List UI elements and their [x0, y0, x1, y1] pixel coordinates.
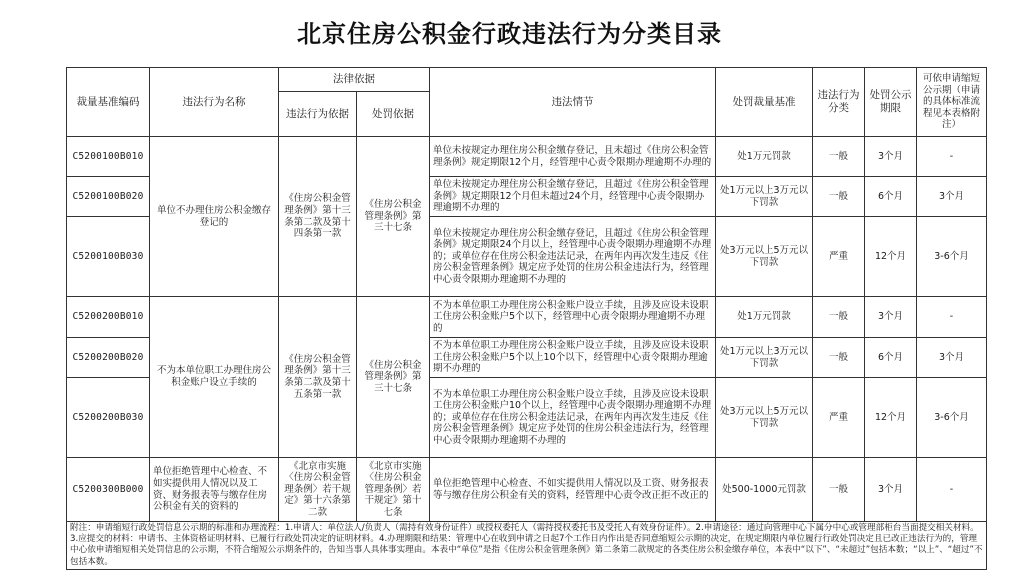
header-legal-basis: 法律依据	[279, 68, 430, 92]
shortened-cell: 3个月	[917, 338, 987, 378]
table-row	[67, 137, 987, 177]
period-cell: 12个月	[865, 378, 917, 458]
header-shortened-period: 可依申请缩短公示期（申请的具体标准流程见本表格附注）	[917, 68, 987, 137]
circumstances-cell: 单位拒绝管理中心检查、不如实提供用人情况以及工资、财务报表等与缴存住房公积金有关的资料，经管理中心责令改正拒不改正的	[430, 458, 716, 522]
act-basis-cell: 《住房公积金管理条例》第十三条第二款及第十四条第一款	[279, 137, 357, 297]
classification-cell: 一般	[813, 458, 865, 522]
shortened-cell: -	[917, 458, 987, 522]
penalty-cell: 处1万元以上3万元以下罚款	[716, 338, 813, 378]
circumstances-cell: 不为本单位职工办理住房公积金账户设立手续，且涉及应设未设职工住房公积金账户5个以下，经管理中心责令限期办理逾期不办理的	[430, 297, 716, 338]
penalty-basis-cell: 《住房公积金管理条例》第三十七条	[357, 137, 430, 297]
header-circumstances: 违法情节	[430, 68, 716, 137]
row-code: C5200200B010	[67, 297, 150, 338]
classification-cell: 一般	[813, 297, 865, 338]
header-code: 裁量基准编码	[67, 68, 150, 137]
classification-cell: 一般	[813, 137, 865, 177]
header-act-basis: 违法行为依据	[279, 92, 357, 137]
penalty-cell: 处1万元罚款	[716, 137, 813, 177]
period-cell: 3个月	[865, 458, 917, 522]
table-row	[67, 458, 987, 522]
penalty-basis-cell: 《住房公积金管理条例》第三十七条	[357, 297, 430, 458]
classification-cell: 一般	[813, 177, 865, 217]
row-code: C5200200B020	[67, 338, 150, 378]
act-basis-cell: 《住房公积金管理条例》第十三条第二款及第十五条第一款	[279, 297, 357, 458]
circumstances-cell: 单位未按规定办理住房公积金缴存登记，且超过《住房公积金管理条例》规定期限12个月但未超过24个月，经管理中心责令限期办理逾期不办理的	[430, 177, 716, 217]
penalty-cell: 处3万元以上5万元以下罚款	[716, 217, 813, 297]
act-name-cell: 单位不办理住房公积金缴存登记的	[150, 137, 279, 297]
act-basis-cell: 《北京市实施〈住房公积金管理条例〉若干规定》第十六条第二款	[279, 458, 357, 522]
penalty-cell: 处1万元罚款	[716, 297, 813, 338]
row-code: C5200100B030	[67, 217, 150, 297]
penalty-basis-cell: 《北京市实施〈住房公积金管理条例〉若干规定》第十七条	[357, 458, 430, 522]
row-code: C5200300B000	[67, 458, 150, 522]
header-classification: 违法行为分类	[813, 68, 865, 137]
period-cell: 3个月	[865, 297, 917, 338]
row-code: C5200100B020	[67, 177, 150, 217]
act-name-cell: 不为本单位职工办理住房公积金账户设立手续的	[150, 297, 279, 458]
footnote-row	[67, 522, 987, 570]
period-cell: 6个月	[865, 338, 917, 378]
row-code: C5200100B010	[67, 137, 150, 177]
page-title: 北京住房公积金行政违法行为分类目录	[297, 20, 722, 48]
period-cell: 3个月	[865, 137, 917, 177]
circumstances-cell: 单位未按规定办理住房公积金缴存登记，且未超过《住房公积金管理条例》规定期限12个月，经管理中心责令限期办理逾期不办理的	[430, 137, 716, 177]
act-name-cell: 单位拒绝管理中心检查、不如实提供用人情况以及工资、财务报表等与缴存住房公积金有关的资料的	[150, 458, 279, 522]
row-code: C5200200B030	[67, 378, 150, 458]
penalty-cell: 处3万元以上5万元以下罚款	[716, 378, 813, 458]
shortened-cell: -	[917, 137, 987, 177]
table-row	[67, 297, 987, 338]
circumstances-cell: 不为本单位职工办理住房公积金账户设立手续，且涉及应设未设职工住房公积金账户5个以上10个以下，经管理中心责令限期办理逾期不办理的	[430, 338, 716, 378]
classification-cell: 严重	[813, 217, 865, 297]
header-penalty-standard: 处罚裁量基准	[716, 68, 813, 137]
shortened-cell: 3-6个月	[917, 217, 987, 297]
shortened-cell: 3-6个月	[917, 378, 987, 458]
classification-cell: 严重	[813, 378, 865, 458]
header-publicity-period: 处罚公示期限	[865, 68, 917, 137]
header-penalty-basis: 处罚依据	[357, 92, 430, 137]
header-act-name: 违法行为名称	[150, 68, 279, 137]
penalty-cell: 处1万元以上3万元以下罚款	[716, 177, 813, 217]
circumstances-cell: 单位未按规定办理住房公积金缴存登记，且超过《住房公积金管理条例》规定期限24个月以上，经管理中心责令限期办理逾期不办理的；或单位存在住房公积金违法记录，在两年内再次发生违反《住房公积金管理条例》规定应予处罚的住房公积金违法行为，经管理中心责令限期办理逾期不办理的	[430, 217, 716, 297]
classification-cell: 一般	[813, 338, 865, 378]
shortened-cell: -	[917, 297, 987, 338]
shortened-cell: 3个月	[917, 177, 987, 217]
header-row-1	[67, 68, 987, 92]
period-cell: 12个月	[865, 217, 917, 297]
circumstances-cell: 不为本单位职工办理住房公积金账户设立手续，且涉及应设未设职工住房公积金账户10个以上，经管理中心责令限期办理逾期不办理的；或单位存在住房公积金违法记录，在两年内再次发生违反《住房公积金管理条例》规定应予处罚的住房公积金违法行为，经管理中心责令限期办理逾期不办理的	[430, 378, 716, 458]
violation-table	[66, 67, 987, 570]
period-cell: 6个月	[865, 177, 917, 217]
penalty-cell: 处500-1000元罚款	[716, 458, 813, 522]
footnote: 附注：申请缩短行政处罚信息公示期的标准和办理流程：1.申请人：单位法人/负责人（需持有效身份证件）或授权委托人（需持授权委托书及受托人有效身份证件）。2.申请途径：通过向管理中心下属分中心或管理部柜台当面提交相关材料。3.应提交的材料：申请书、主体资格证明材料、已履行行政处罚决定的证明材料。4.办理期限和结果：管理中心在收到申请之日起7个工作日内作出是否同意缩短公示期的决定，在规定期限内单位履行行政处罚决定且已改正违法行为的，管理中心依申请缩短相关处罚信息的公示期，不符合缩短公示期条件的，告知当事人具体事实理由。本表中“单位”是指《住房公积金管理条例》第二条第二款规定的各类住房公积金缴存单位，本表中“以下”、“未超过”包括本数；“以上”、“超过”不包括本数。	[67, 522, 987, 570]
